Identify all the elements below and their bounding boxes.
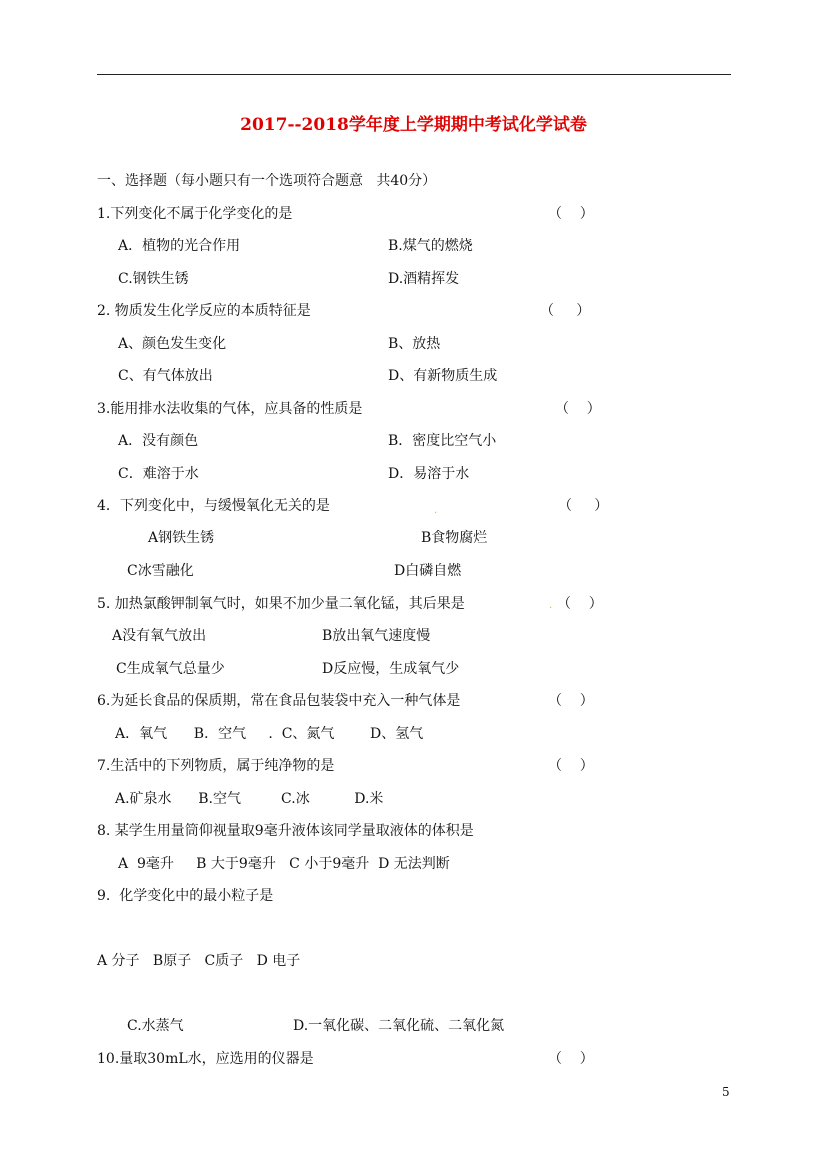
q5-option-b: B放出氧气速度慢 [322, 628, 431, 644]
q4-option-c: C冰雪融化 [127, 563, 194, 579]
q3-option-d: D．易溶于水 [388, 466, 470, 482]
q2-stem: 2. 物质发生化学反应的本质特征是 [97, 303, 311, 319]
q1-option-b: B.煤气的燃烧 [388, 238, 473, 254]
q9-options: A 分子 B原子 C质子 D 电子 [97, 953, 301, 969]
q3-option-a: A．没有颜色 [118, 433, 199, 449]
stray-mark: . [434, 505, 438, 516]
q5-answer-bracket: （ ） [557, 596, 603, 612]
fragment-option-c: C.水蒸气 [127, 1018, 184, 1034]
fragment-option-d: D.一氧化碳、二氧化硫、二氧化氮 [293, 1018, 505, 1034]
section-heading: 一、选择题（每小题只有一个选项符合题意 共40分） [97, 173, 437, 189]
q1-option-d: D.酒精挥发 [388, 271, 460, 287]
q10-stem: 10.量取30mL水，应选用的仪器是 [97, 1051, 314, 1067]
header-rule [97, 74, 731, 75]
q8-options: A 9毫升 B 大于9毫升 C 小于9毫升 D 无法判断 [118, 856, 450, 872]
q3-stem: 3.能用排水法收集的气体，应具备的性质是 [97, 401, 363, 417]
q9-stem: 9. 化学变化中的最小粒子是 [97, 888, 274, 904]
q3-option-b: B．密度比空气小 [388, 433, 497, 449]
stray-mark: . [549, 600, 553, 611]
q5-option-a: A没有氧气放出 [112, 628, 207, 644]
q1-stem: 1.下列变化不属于化学变化的是 [97, 206, 293, 222]
q6-stem: 6.为延长食品的保质期，常在食品包装袋中充入一种气体是 [97, 693, 461, 709]
q6-options: A．氧气 B．空气 . C、氮气 D、氢气 [115, 726, 424, 742]
q1-option-a: A．植物的光合作用 [118, 238, 241, 254]
q10-answer-bracket: （ ） [548, 1051, 594, 1067]
q3-option-c: C．难溶于水 [118, 466, 199, 482]
q7-answer-bracket: （ ） [548, 758, 594, 774]
q5-option-d: D反应慢，生成氧气少 [322, 661, 460, 677]
page-number: 5 [722, 1085, 730, 1099]
q4-stem: 4．下列变化中，与缓慢氧化无关的是 [97, 498, 330, 514]
q4-answer-bracket: （ ） [558, 498, 609, 514]
q2-option-a: A、颜色发生变化 [118, 336, 227, 352]
q2-option-b: B、放热 [388, 336, 441, 352]
q4-option-a: A钢铁生锈 [148, 530, 215, 546]
exam-title: 2017--2018学年度上学期期中考试化学试卷 [240, 115, 587, 135]
q2-answer-bracket: （ ） [540, 303, 591, 319]
q7-options: A.矿泉水 B.空气 C.冰 D.米 [115, 791, 384, 807]
q3-answer-bracket: （ ） [555, 401, 601, 417]
q6-answer-bracket: （ ） [548, 693, 594, 709]
q8-stem: 8. 某学生用量筒仰视量取9毫升液体该同学量取液体的体积是 [97, 823, 474, 839]
q2-option-c: C、有气体放出 [118, 368, 213, 384]
q4-option-d: D白磷自燃 [394, 563, 462, 579]
q1-option-c: C.钢铁生锈 [118, 271, 189, 287]
q7-stem: 7.生活中的下列物质，属于纯净物的是 [97, 758, 335, 774]
q5-option-c: C生成氧气总量少 [116, 661, 225, 677]
q4-option-b: B食物腐烂 [421, 530, 488, 546]
q1-answer-bracket: （ ） [548, 206, 594, 222]
q2-option-d: D、有新物质生成 [388, 368, 498, 384]
q5-stem: 5. 加热氯酸钾制氧气时，如果不加少量二氧化锰，其后果是 [97, 596, 465, 612]
